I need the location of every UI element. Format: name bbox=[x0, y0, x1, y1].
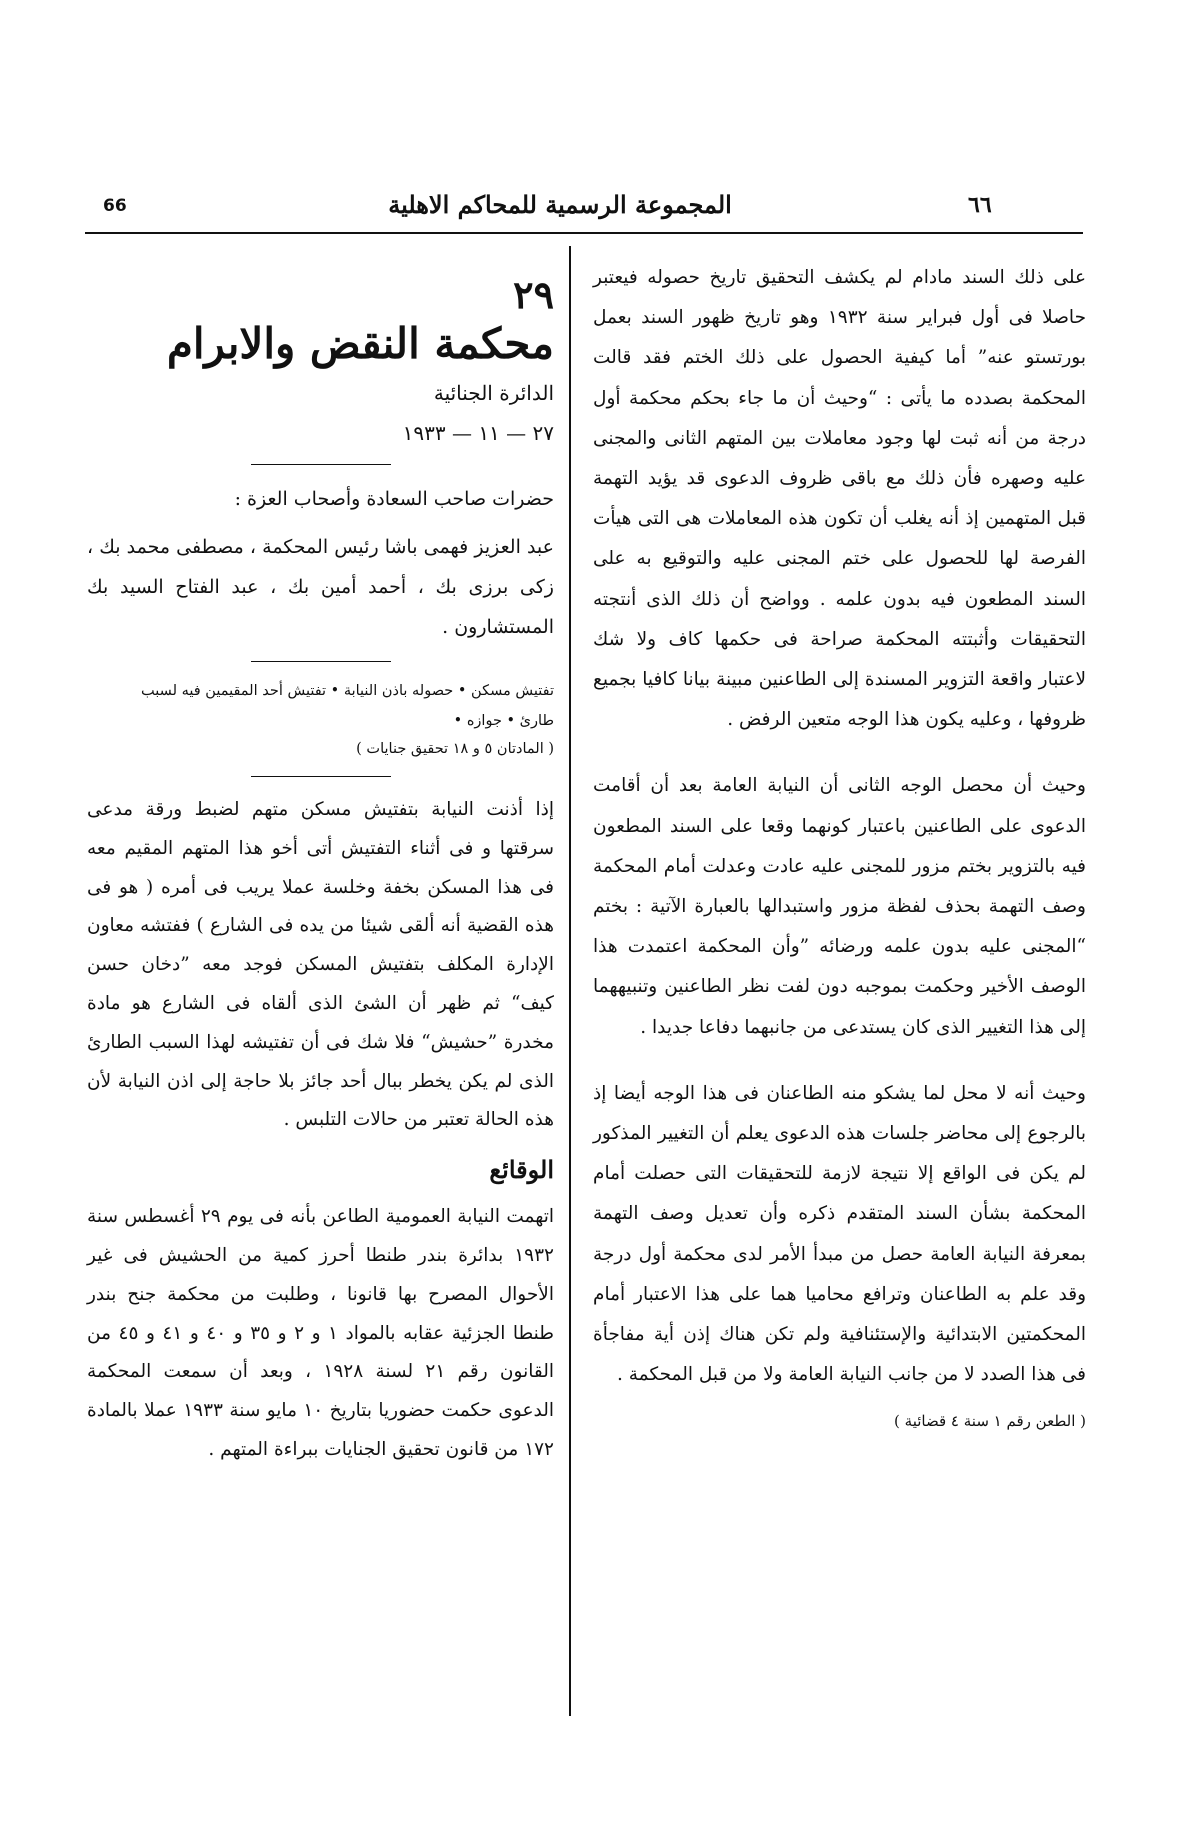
paragraph-gap bbox=[593, 740, 1086, 766]
paragraph-3: وحيث أنه لا محل لما يشكو منه الطاعنان فى هذا الوجه أيضا إذ بالرجوع إلى محاضر جلسات هذه الدعوى يعلم أن التغيير المذكور لم يكن فى الواقع إلا نتيجة لازمة للتحقيقات التى حصلت أمام المحكمة بشأن السند المتقدم ذكره وأن تعديل وصف التهمة بمعرفة النيابة العامة حصل من مبدأ الأمر لدى محكمة أول درجة وقد علم به الطاعنان وترافع محاميا هما على هذا الاعتبار أمام المحكمتين الابتدائية والإستئنافية ولم تكن هناك إذن أية مفاجأة فى هذا الصدد لا من جانب النيابة العامة ولا من قبل المحكمة . bbox=[593, 1082, 1086, 1386]
facts-heading: الوقائع bbox=[489, 1155, 554, 1185]
paragraph-1: على ذلك السند مادام لم يكشف التحقيق تاريخ حصوله فيعتبر حاصلا فى أول فبراير سنة ١٩٣٢ وهو تاريخ ظهور السند بعمل بورتستو عنه” أما كيفية الحصول على ذلك الختم فقد قالت المحكمة بصدده ما يأتى : “وحيث أن ما جاء بحكم محكمة أول درجة من أنه ثبت لها وجود معاملات بين المتهم الثانى والمجنى عليه وصهره فأن ذلك مع باقى ظروف الدعوى قد يؤيد التهمة قبل المتهمين إذ أنه يغلب أن تكون هذه المعاملات هى التى هيأت الفرصة لها للحصول على ختم المجنى عليه والتوقيع به على السند المطعون فيه بدون علمه . وواضح أن ذلك الذى أنتجته التحقيقات وأثبتته المحكمة صراحة فى حكمها كاف ولا شك لاعتبار واقعة التزوير المسندة إلى الطاعنين مبينة بيانا كافيا بجميع ظروفها ، وعليه يكون هذا الوجه متعين الرفض . bbox=[593, 267, 1087, 731]
session-date: ٢٧ — ١١ — ١٩٣٣ bbox=[402, 421, 554, 445]
legal-principle: إذا أذنت النيابة بتفتيش مسكن متهم لضبط ورقة مدعى سرقتها و فى أثناء التفتيش أتى أخو هذا المتهم المقيم معه فى هذا المسكن بخفة وخلسة عملا يريب فى أمره ( هو فى هذه القضية أنه ألقى شيئا من يده فى الشارع ) ففتشه معاون الإدارة المكلف بتفتيش المسكن فوجد معه ”دخان حسن كيف“ ثم ظهر أن الشئ الذى ألقاه فى الشارع هو مادة مخدرة ”حشيش“ فلا شك فى أن تفتيشه لهذا السبب الطارئ الذى لم يكن يخطر ببال أحد جائز بلا حاجة إلى اذن النيابة لأن هذه الحالة تعتبر من حالات التلبس . bbox=[87, 799, 554, 1131]
summary-line-1: تفتيش مسكن • حصوله باذن النيابة • تفتيش أحد المقيمين فيه لسبب bbox=[141, 683, 554, 699]
divider-rule bbox=[251, 661, 391, 662]
column-divider bbox=[569, 246, 571, 1716]
judges-list: عبد العزيز فهمى باشا رئيس المحكمة ، مصطفى محمد بك ، زكى برزى بك ، أحمد أمين بك ، عبد الفتاح السيد بك المستشارون . bbox=[87, 536, 554, 638]
paragraph-gap bbox=[593, 1048, 1086, 1074]
header-rule bbox=[85, 232, 1083, 234]
right-column bbox=[593, 258, 1086, 1433]
case-reference-footnote: ( الطعن رقم ١ سنة ٤ قضائية ) bbox=[894, 1412, 1086, 1431]
case-number: ٢٩ bbox=[513, 272, 554, 317]
left-column bbox=[87, 262, 554, 1470]
circuit-name: الدائرة الجنائية bbox=[433, 381, 554, 405]
summary-line-2: طارئ • جوازه • bbox=[453, 713, 554, 729]
summary-articles-ref: ( المادتان ٥ و ١٨ تحقيق جنايات ) bbox=[356, 741, 554, 757]
page-number-arabic: ٦٦ bbox=[968, 192, 992, 218]
paragraph-2: وحيث أن محصل الوجه الثانى أن النيابة العامة بعد أن أقامت الدعوى على الطاعنين باعتبار كونهما وقعا على السند المطعون فيه بالتزوير بختم مزور للمجنى عليه عادت وعدلت أمام المحكمة وصف التهمة بحذف لفظة مزور واستبدالها بالعبارة الآتية : بختم “المجنى عليه بدون علمه ورضائه ”وأن المحكمة اعتمدت هذا الوصف الأخير وحكمت بموجبه دون لفت نظر الطاعنين وتنبيههما إلى هذا التغيير الذى كان يستدعى من جانبهما دفاعا جديدا . bbox=[593, 775, 1086, 1038]
running-title: المجموعة الرسمية للمحاكم الاهلية bbox=[388, 190, 732, 219]
facts-text: اتهمت النيابة العمومية الطاعن بأنه فى يوم ٢٩ أغسطس سنة ١٩٣٢ بدائرة بندر طنطا أحرز كمية من الحشيش فى غير الأحوال المصرح بها قانونا ، وطلبت من محكمة جنح بندر طنطا الجزئية عقابه بالمواد ١ و ٢ و ٣٥ و ٤٠ و ٤١ و ٤٥ من القانون رقم ٢١ لسنة ١٩٢٨ ، وبعد أن سمعت المحكمة الدعوى حكمت حضوريا بتاريخ ١٠ مايو سنة ١٩٣٣ عملا بالمادة ١٧٢ من قانون تحقيق الجنايات ببراءة المتهم . bbox=[87, 1206, 555, 1460]
court-name: محكمة النقض والابرام bbox=[166, 319, 554, 368]
divider-rule bbox=[251, 776, 391, 777]
page-number-latin: 66 bbox=[103, 196, 127, 216]
divider-rule bbox=[251, 464, 391, 465]
judges-intro: حضرات صاحب السعادة وأصحاب العزة : bbox=[234, 488, 554, 510]
